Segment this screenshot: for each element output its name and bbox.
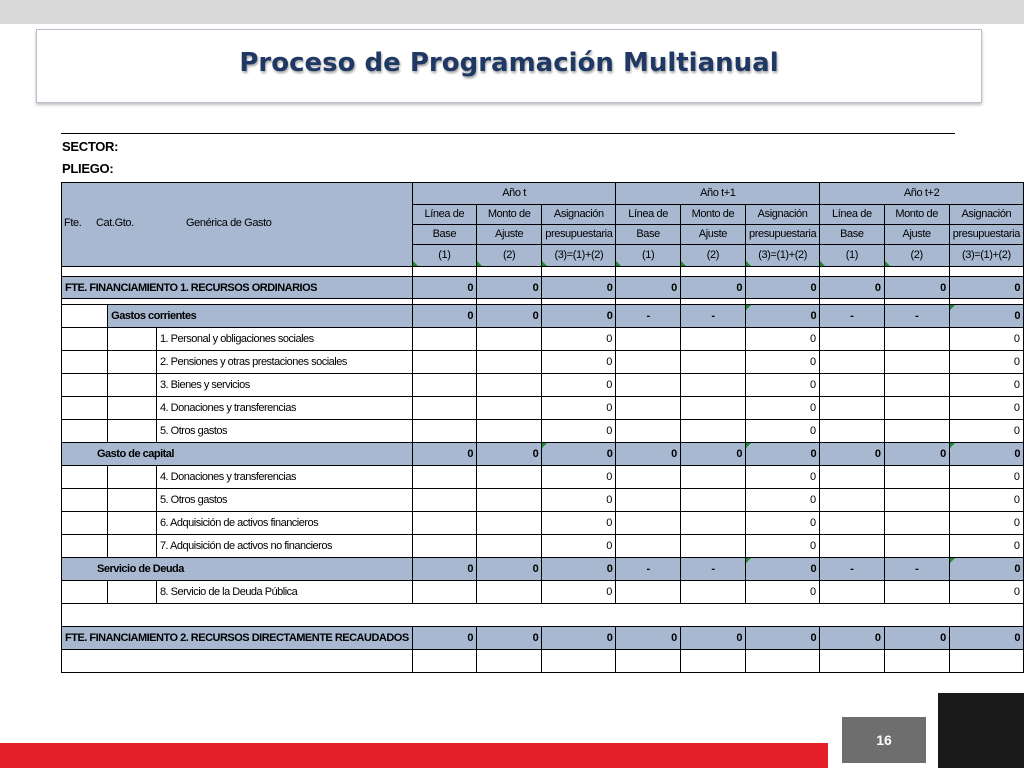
cell: 0: [477, 627, 542, 650]
cell: 0: [746, 627, 820, 650]
comment-marker: [950, 443, 955, 448]
cell: 0: [949, 420, 1023, 443]
cell: 0: [820, 443, 884, 466]
cell: 0: [949, 277, 1023, 299]
col-header: Monto de: [884, 205, 949, 225]
comment-marker: [950, 558, 955, 563]
cell: 0: [884, 627, 949, 650]
cell: -: [616, 305, 680, 328]
comment-marker: [746, 261, 751, 266]
cell: 0: [542, 443, 616, 466]
row-label: Gasto de capital: [62, 443, 413, 466]
cell: 0: [542, 328, 616, 351]
comment-marker: [950, 305, 955, 310]
cell: -: [820, 305, 884, 328]
cell: 0: [949, 489, 1023, 512]
cell: -: [680, 558, 745, 581]
cell: 0: [949, 627, 1023, 650]
slide-title: Proceso de Programación Multianual: [239, 48, 779, 78]
page-number: 16: [842, 717, 926, 763]
cell: -: [820, 558, 884, 581]
comment-marker: [746, 443, 751, 448]
col-header: (2): [884, 245, 949, 267]
comment-marker: [885, 261, 890, 266]
table-row: [62, 351, 1024, 374]
fte-header: Fte.: [64, 217, 82, 229]
table-row: [62, 558, 1024, 581]
cell: 0: [746, 443, 820, 466]
table-row: [62, 489, 1024, 512]
row-label: 7. Adquisición de activos no financieros: [156, 535, 412, 558]
col-header: (1): [412, 245, 476, 267]
cell: 0: [746, 489, 820, 512]
spacer-row: [62, 267, 1024, 277]
cell: 0: [616, 443, 680, 466]
row-label: 5. Otros gastos: [156, 489, 412, 512]
row-label: 3. Bienes y servicios: [156, 374, 412, 397]
cell: 0: [949, 512, 1023, 535]
title-box: [36, 29, 982, 103]
row-label: 5. Otros gastos: [156, 420, 412, 443]
col-header: Línea de: [412, 205, 476, 225]
cell: 0: [949, 374, 1023, 397]
col-header: presupuestaria: [542, 225, 616, 245]
col-header: (1): [820, 245, 884, 267]
catgto-header: Cat.Gto.: [96, 217, 134, 229]
footer-dark-block: [938, 693, 1024, 768]
row-label: FTE. FINANCIAMIENTO 2. RECURSOS DIRECTAMENTE RECAUDADOS: [62, 627, 413, 650]
cell: 0: [680, 627, 745, 650]
comment-marker: [413, 261, 418, 266]
col-header: Monto de: [680, 205, 745, 225]
cell: 0: [746, 512, 820, 535]
comment-marker: [477, 261, 482, 266]
cell: 0: [949, 328, 1023, 351]
col-header: Base: [616, 225, 680, 245]
col-header: (2): [680, 245, 745, 267]
cell: 0: [542, 466, 616, 489]
cell: 0: [949, 351, 1023, 374]
cell: -: [884, 305, 949, 328]
table-row: [62, 277, 1024, 299]
cell: 0: [884, 277, 949, 299]
cell: 0: [477, 277, 542, 299]
cell: 0: [746, 351, 820, 374]
cell: 0: [542, 512, 616, 535]
comment-marker: [746, 558, 751, 563]
comment-marker: [820, 261, 825, 266]
cell: 0: [746, 558, 820, 581]
comment-marker: [542, 443, 547, 448]
cell: 0: [477, 558, 542, 581]
top-decor-bar: [0, 0, 1024, 24]
cell: 0: [746, 397, 820, 420]
cell: 0: [542, 581, 616, 604]
year-t1-header: Año t+1: [616, 183, 820, 205]
cell: -: [680, 305, 745, 328]
col-header: Base: [412, 225, 476, 245]
col-header: Asignación: [542, 205, 616, 225]
year-t2-header: Año t+2: [820, 183, 1024, 205]
cell: 0: [949, 558, 1023, 581]
cell: 0: [949, 443, 1023, 466]
cell: 0: [746, 328, 820, 351]
comment-marker: [616, 261, 621, 266]
cell: 0: [949, 397, 1023, 420]
col-header: Línea de: [616, 205, 680, 225]
cell: 0: [542, 558, 616, 581]
generica-header: Genérica de Gasto: [186, 217, 272, 229]
spacer-row: [62, 604, 1024, 627]
comment-marker: [542, 261, 547, 266]
table-row: [62, 581, 1024, 604]
cell: 0: [412, 305, 476, 328]
cell: 0: [542, 420, 616, 443]
cell: 0: [949, 535, 1023, 558]
col-header: (1): [616, 245, 680, 267]
row-label: 6. Adquisición de activos financieros: [156, 512, 412, 535]
cell: 0: [949, 581, 1023, 604]
cell: 0: [542, 277, 616, 299]
table-row: [62, 305, 1024, 328]
col-header: (3)=(1)+(2): [542, 245, 616, 267]
cell: 0: [616, 277, 680, 299]
row-label: Servicio de Deuda: [62, 558, 413, 581]
cell: 0: [949, 305, 1023, 328]
row-label: Gastos corrientes: [108, 305, 413, 328]
spacer-row: [62, 650, 1024, 673]
table-row: [62, 374, 1024, 397]
cell: 0: [542, 351, 616, 374]
cell: 0: [542, 397, 616, 420]
cell: 0: [949, 466, 1023, 489]
table-row: [62, 627, 1024, 650]
cell: 0: [746, 305, 820, 328]
cell: 0: [746, 581, 820, 604]
row-label: 2. Pensiones y otras prestaciones sociales: [156, 351, 412, 374]
cell: 0: [542, 305, 616, 328]
header-left: [62, 183, 413, 267]
table-row: [62, 328, 1024, 351]
table-row: [62, 443, 1024, 466]
year-t-header: Año t: [412, 183, 616, 205]
col-header: (3)=(1)+(2): [746, 245, 820, 267]
cell: 0: [746, 535, 820, 558]
cell: 0: [542, 489, 616, 512]
col-header: Ajuste: [680, 225, 745, 245]
col-header: (3)=(1)+(2): [949, 245, 1023, 267]
cell: 0: [746, 374, 820, 397]
cell: -: [616, 558, 680, 581]
table-row: [62, 535, 1024, 558]
cell: 0: [412, 627, 476, 650]
sector-label: SECTOR:: [62, 139, 119, 154]
cell: 0: [884, 443, 949, 466]
cell: 0: [412, 277, 476, 299]
cell: 0: [616, 627, 680, 650]
row-label: 1. Personal y obligaciones sociales: [156, 328, 412, 351]
row-label: 4. Donaciones y transferencias: [156, 466, 412, 489]
table-row: [62, 466, 1024, 489]
table-row: [62, 420, 1024, 443]
cell: 0: [746, 466, 820, 489]
cell: 0: [412, 558, 476, 581]
cell: 0: [746, 277, 820, 299]
col-header: Asignación: [949, 205, 1023, 225]
cell: 0: [820, 277, 884, 299]
footer-red-bar: [0, 743, 828, 768]
col-header: Ajuste: [884, 225, 949, 245]
comment-marker: [746, 305, 751, 310]
cell: 0: [477, 305, 542, 328]
comment-marker: [681, 261, 686, 266]
cell: -: [884, 558, 949, 581]
pliego-label: PLIEGO:: [62, 161, 114, 176]
col-header: Asignación: [746, 205, 820, 225]
cell: 0: [412, 443, 476, 466]
col-header: presupuestaria: [746, 225, 820, 245]
col-header: Monto de: [477, 205, 542, 225]
row-label: FTE. FINANCIAMIENTO 1. RECURSOS ORDINARIOS: [62, 277, 413, 299]
cell: 0: [820, 627, 884, 650]
row-label: 4. Donaciones y transferencias: [156, 397, 412, 420]
col-header: (2): [477, 245, 542, 267]
cell: 0: [542, 627, 616, 650]
sheet-top-rule: [61, 133, 955, 134]
cell: 0: [680, 277, 745, 299]
cell: 0: [477, 443, 542, 466]
col-header: presupuestaria: [949, 225, 1023, 245]
col-header: Ajuste: [477, 225, 542, 245]
row-label: 8. Servicio de la Deuda Pública: [156, 581, 412, 604]
cell: 0: [746, 420, 820, 443]
cell: 0: [680, 443, 745, 466]
cell: 0: [542, 374, 616, 397]
table-row: [62, 512, 1024, 535]
col-header: Línea de: [820, 205, 884, 225]
cell: 0: [542, 535, 616, 558]
table-row: [62, 397, 1024, 420]
col-header: Base: [820, 225, 884, 245]
budget-table: [61, 182, 1024, 673]
